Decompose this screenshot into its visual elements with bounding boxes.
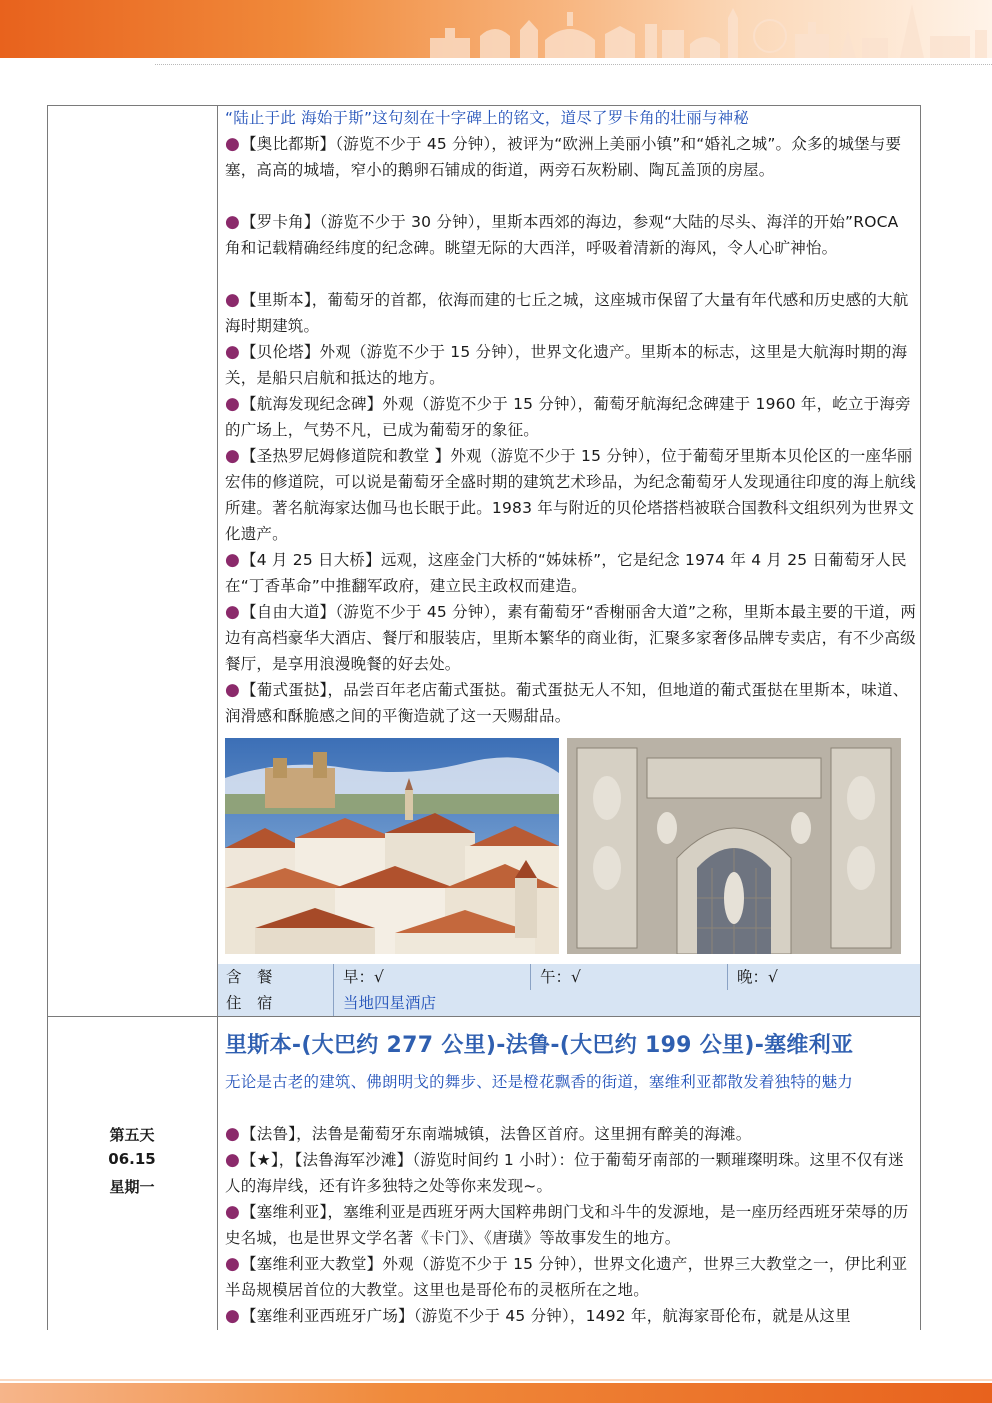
list-item: ●【奥比都斯】（游览不少于 45 分钟），被评为“欧洲上美丽小镇”和“婚礼之城”。众多的城堡与要塞，高高的城墙，窄小的鹅卵石铺成的街道，两旁石灰粉刷、陶瓦盖顶的房屋。 <box>225 134 902 179</box>
footer-banner <box>0 1383 992 1403</box>
list-item: ●【塞维利亚大教堂】外观（游览不少于 15 分钟），世界文化遗产，世界三大教堂之一，伊比利亚半岛规模居首位的大教堂。这里也是哥伦布的灵柩所在之地。 <box>225 1254 908 1299</box>
bullet-icon: ● <box>225 290 241 310</box>
list-item: ●【罗卡角】（游览不少于 30 分钟），里斯本西郊的海边，参观“大陆的尽头、海洋的开始”ROCA 角和记载精确经纬度的纪念碑。眺望无际的大西洋，呼吸着清新的海风，令人心旷神怡。 <box>225 212 899 257</box>
hotel-value: 当地四星酒店 <box>343 994 437 1012</box>
day-separator <box>47 1016 921 1017</box>
bullet-icon: ● <box>225 212 241 232</box>
bullet-icon: ● <box>225 1306 241 1326</box>
list-item: ●【★】，【法鲁海军沙滩】（游览时间约 1 小时）：位于葡萄牙南部的一颗璀璨明珠。这里不仅有迷人的海岸线，还有许多独特之处等你来发现~。 <box>225 1150 904 1195</box>
bullet-icon: ● <box>225 680 241 700</box>
day-date: 06.15 <box>108 1150 156 1168</box>
bullet-icon: ● <box>225 1254 241 1274</box>
day-weekday: 星期一 <box>109 1178 155 1196</box>
skyline-illustration <box>0 0 992 58</box>
table-right-border <box>920 105 921 1330</box>
hotel-label: 住 宿 <box>226 994 273 1012</box>
list-item: ●【自由大道】（游览不少于 45 分钟），素有葡萄牙“香榭丽舍大道”之称，里斯本最主要的干道，两边有高档豪华大酒店、餐厅和服装店，里斯本繁华的商业街，汇聚多家奢侈品牌专卖店，有不少高级餐厅，是享用浪漫晚餐的好去处。 <box>225 602 917 673</box>
list-item: ●【航海发现纪念碑】外观（游览不少于 15 分钟），葡萄牙航海纪念碑建于 1960 年，屹立于海旁的广场上，气势不凡，已成为葡萄牙的象征。 <box>225 394 911 439</box>
bullet-icon: ● <box>225 446 241 466</box>
meals-row <box>218 964 920 990</box>
bullet-icon: ● <box>225 342 241 362</box>
breakfast-cell: 早：√ <box>343 968 384 986</box>
bullet-icon: ● <box>225 394 241 414</box>
hotel-row <box>218 990 920 1016</box>
bullet-icon: ● <box>225 1124 241 1144</box>
list-item: ●【法鲁】，法鲁是葡萄牙东南端城镇，法鲁区首府。这里拥有醉美的海滩。 <box>225 1124 752 1144</box>
dinner-cell: 晚：√ <box>737 968 778 986</box>
header-banner <box>0 0 992 58</box>
day4-intro: “陆止于此 海始于斯”这句刻在十字碑上的铭文，道尽了罗卡角的壮丽与神秘 <box>225 109 749 127</box>
lunch-cell: 午：√ <box>540 968 581 986</box>
list-item: ●【4 月 25 日大桥】远观，这座金门大桥的“姊妹桥”，它是纪念 1974 年 4 月 25 日葡萄牙人民在“丁香革命”中推翻军政府，建立民主政权而建造。 <box>225 550 907 595</box>
meals-label: 含 餐 <box>226 968 273 986</box>
table-day-column-border <box>217 105 218 1330</box>
bullet-icon: ● <box>225 134 241 154</box>
list-item: ●【圣热罗尼姆修道院和教堂 】外观（游览不少于 15 分钟），位于葡萄牙里斯本贝伦区的一座华丽宏伟的修道院，可以说是葡萄牙全盛时期的建筑艺术珍品，为纪念葡萄牙人发现通往印度的海上航线所建。著名航海家达伽马也长眠于此。1983 年与附近的贝伦塔搭档被联合国教科文组织列为世界文化遗产。 <box>225 446 916 543</box>
header-divider <box>155 64 992 65</box>
table-left-border <box>47 105 48 1330</box>
bullet-icon: ● <box>225 550 241 570</box>
list-item: ●【葡式蛋挞】，品尝百年老店葡式蛋挞。葡式蛋挞无人不知，但地道的葡式蛋挞在里斯本，味道、润滑感和酥脆感之间的平衡造就了这一天赐甜品。 <box>225 680 909 725</box>
list-item: ●【塞维利亚西班牙广场】（游览不少于 45 分钟），1492 年，航海家哥伦布，就是从这里 <box>225 1306 851 1326</box>
jeronimos-portal-photo <box>567 738 901 954</box>
bullet-icon: ● <box>225 602 241 622</box>
list-item: ●【塞维利亚】，塞维利亚是西班牙两大国粹弗朗门戈和斗牛的发源地，是一座历经西班牙荣辱的历史名城，也是世界文学名著《卡门》、《唐璜》等故事发生的地方。 <box>225 1202 909 1247</box>
bullet-icon: ● <box>225 1150 241 1170</box>
day-number: 第五天 <box>109 1126 155 1144</box>
day5-intro: 无论是古老的建筑、佛朗明戈的舞步、还是橙花飘香的街道，塞维利亚都散发着独特的魅力 <box>225 1073 854 1091</box>
list-item: ●【里斯本】，葡萄牙的首都，依海而建的七丘之城，这座城市保留了大量有年代感和历史感的大航海时期建筑。 <box>225 290 909 335</box>
list-item: ●【贝伦塔】外观（游览不少于 15 分钟），世界文化遗产。里斯本的标志，这里是大航海时期的海关，是船只启航和抵达的地方。 <box>225 342 908 387</box>
obidos-town-photo <box>225 738 559 954</box>
day5-title: 里斯本-(大巴约 277 公里)-法鲁-(大巴约 199 公里)-塞维利亚 <box>225 1033 854 1058</box>
footer-line <box>0 1379 992 1381</box>
bullet-icon: ● <box>225 1202 241 1222</box>
